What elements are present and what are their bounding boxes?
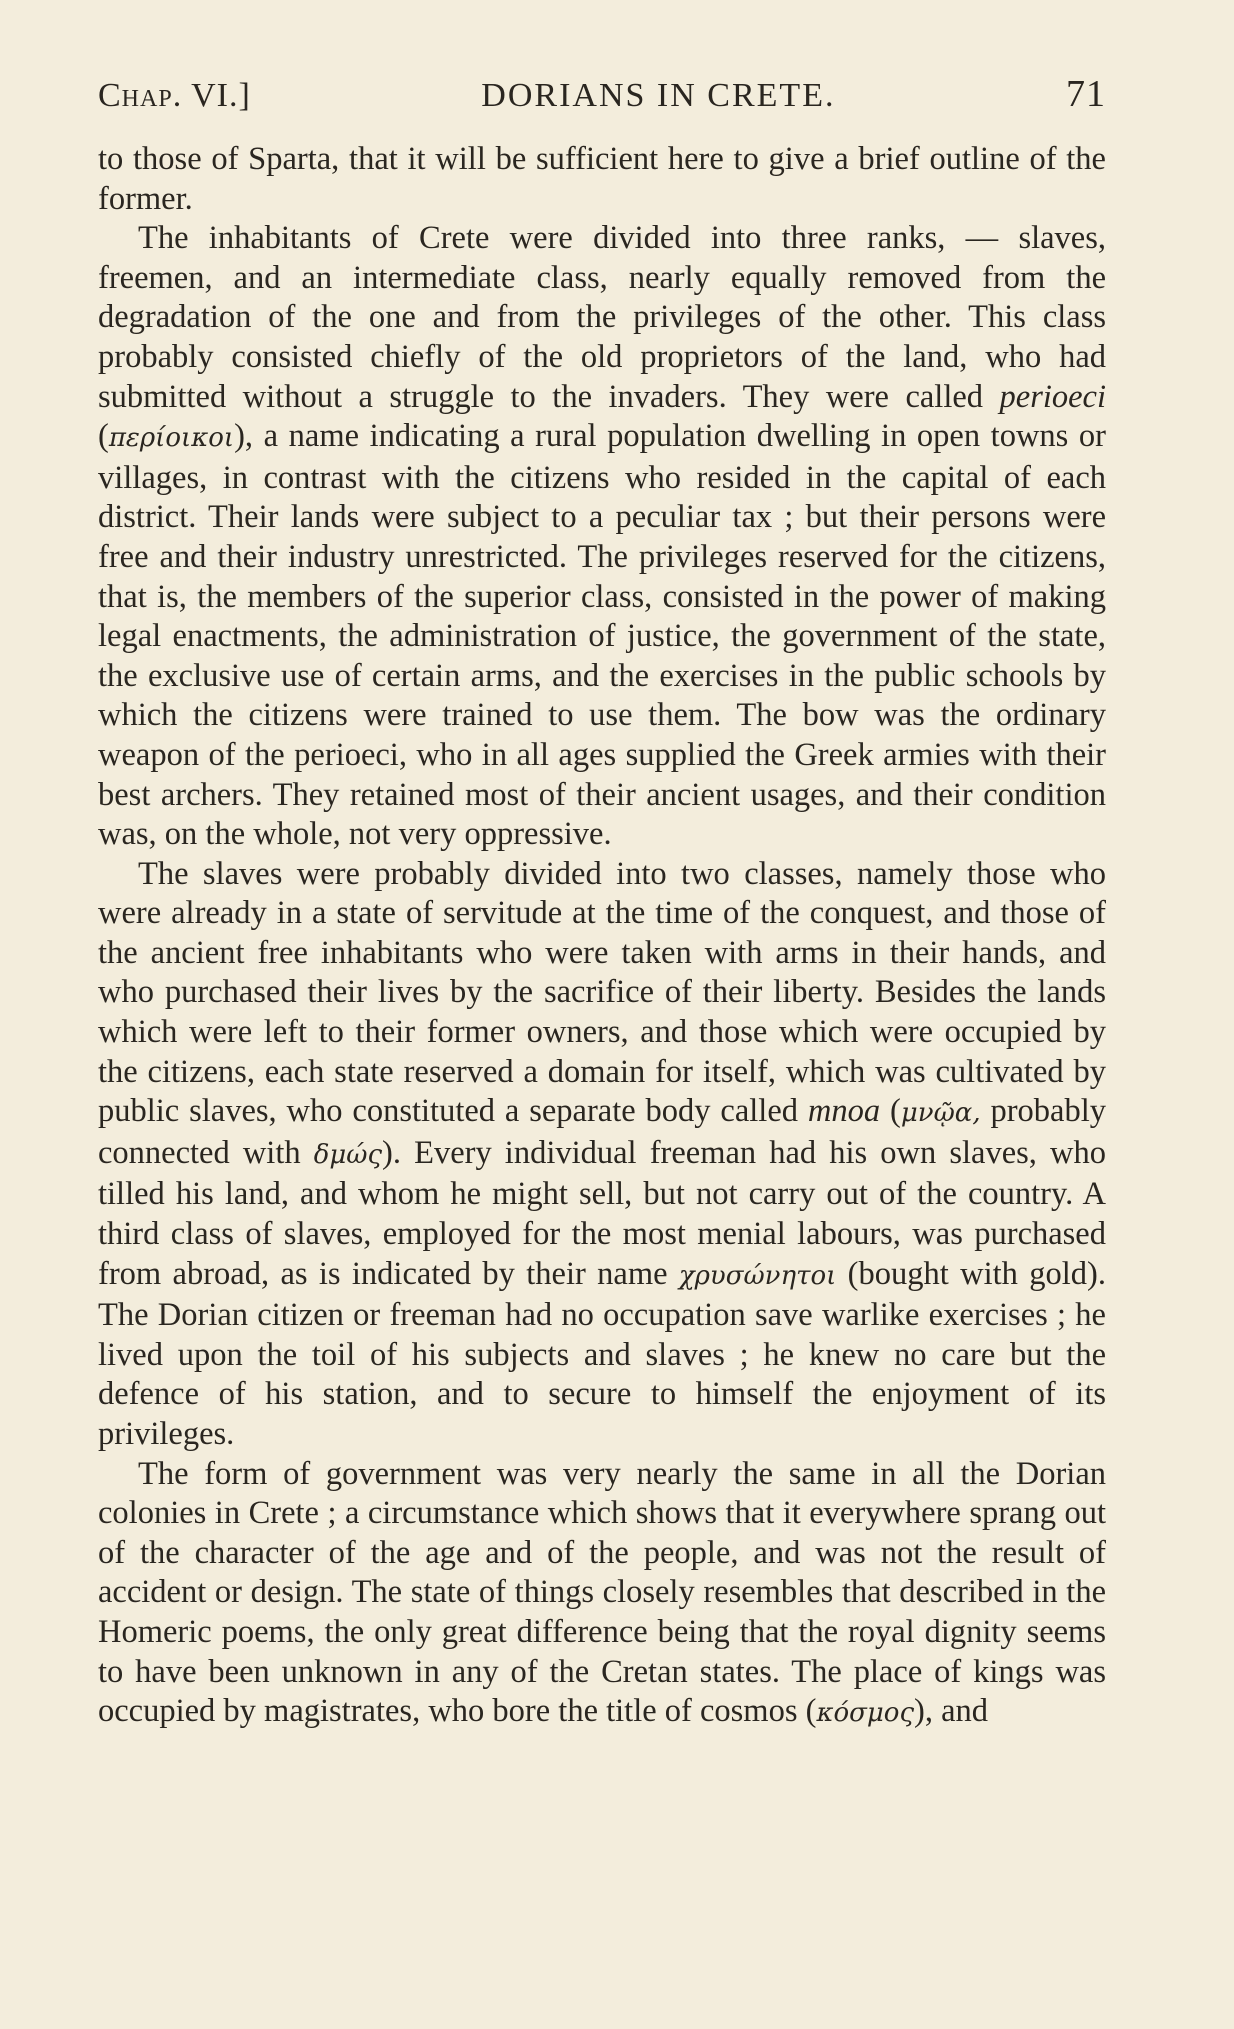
body-text [98,140,1106,1734]
text-run: ( [98,418,109,455]
text-run: The slaves were probably divided into two classes, namely those who were already in a state of servitude at the time of the conquest, and those of the ancient free inhabitants who were taken with arms in their hands, and who purchased their lives by the sacrifice of their liberty. Besides the lands which were left to their former owners, and those which were occupied by the citizens, each state reserved a domain for itself, which was cultivated by public slaves, who constituted a separate body called [98,855,1106,1130]
greek-term: χρυσώνητοι [678,1260,837,1291]
text-run: ), a name indicating a rural population dwelling in open towns or villages, in contrast with the citizens who resided in the capital of each district. Their lands were subject to a peculiar tax ; but their persons were free and their industry unrestricted. The privileges reserved for the citizens, that is, the members of the superior class, consisted in the power of making legal enactments, the administration of justice, the government of the state, the exclusive use of certain arms, and the exercises in the public schools by which the citizens were trained to use them. The bow was the ordinary weapon of the perioeci, who in all ages supplied the Greek armies with their best archers. They retained most of their ancient usages, and their condition was, on the whole, not very oppressive. [98,418,1106,853]
running-header [98,72,1106,116]
paragraph [98,140,1106,219]
text-run: to those of Sparta, that it will be sufficient here to give a brief outline of the former. [98,141,1106,217]
text-run: ), and [914,1693,989,1730]
greek-term: δμώς [313,1139,383,1170]
text-run: The form of government was very nearly the same in all the Dorian colonies in Crete ; a circumstance which shows that it everywhere sprang out of the character of the age and of the people, and was not the result of accident or design. The state of things closely resembles that described in the Homeric poems, the only great difference being that the royal dignity seems to have been unknown in any of the Cretan states. The place of kings was occupied by magistrates, who bore the title of cosmos ( [98,1455,1106,1730]
chapter-label: Chap. VI.] [98,77,251,114]
paragraph [98,219,1106,855]
italic-term: mnoa [807,1093,881,1130]
running-title: DORIANS IN CRETE. [481,77,836,114]
greek-term: κόσμος [816,1698,915,1729]
paragraph [98,855,1106,1455]
greek-term: περίοικοι [108,423,235,454]
text-run: ). Every individual freeman had his own slaves, who tilled his land, and whom he might sell, but not carry out of the country. A third class of slaves, employed for the most menial labours, was purchased from abroad, as is indicated by their name [98,1134,1106,1292]
text-run: The inhabitants of Crete were divided into three ranks, — slaves, freemen, and an intermediate class, nearly equally removed from the degradation of the one and from the privileges of the other. This class probably consisted chiefly of the old proprietors of the land, who had submitted without a struggle to the invaders. They were called [98,220,1106,415]
paragraph [98,1455,1106,1734]
greek-term: μνῷα, [900,1098,981,1129]
text-run: probably connected with [98,1093,1107,1171]
italic-term: perioeci [999,378,1106,415]
text-run: ( [880,1093,901,1130]
text-run: (bought with gold). The Dorian citizen or freeman had no occupation save warlike exercises ; he lived upon the toil of his subjects and slaves ; he knew no care but the defence of his station, and to secure to himself the enjoyment of its privileges. [98,1255,1106,1452]
page-number: 71 [1065,73,1106,115]
